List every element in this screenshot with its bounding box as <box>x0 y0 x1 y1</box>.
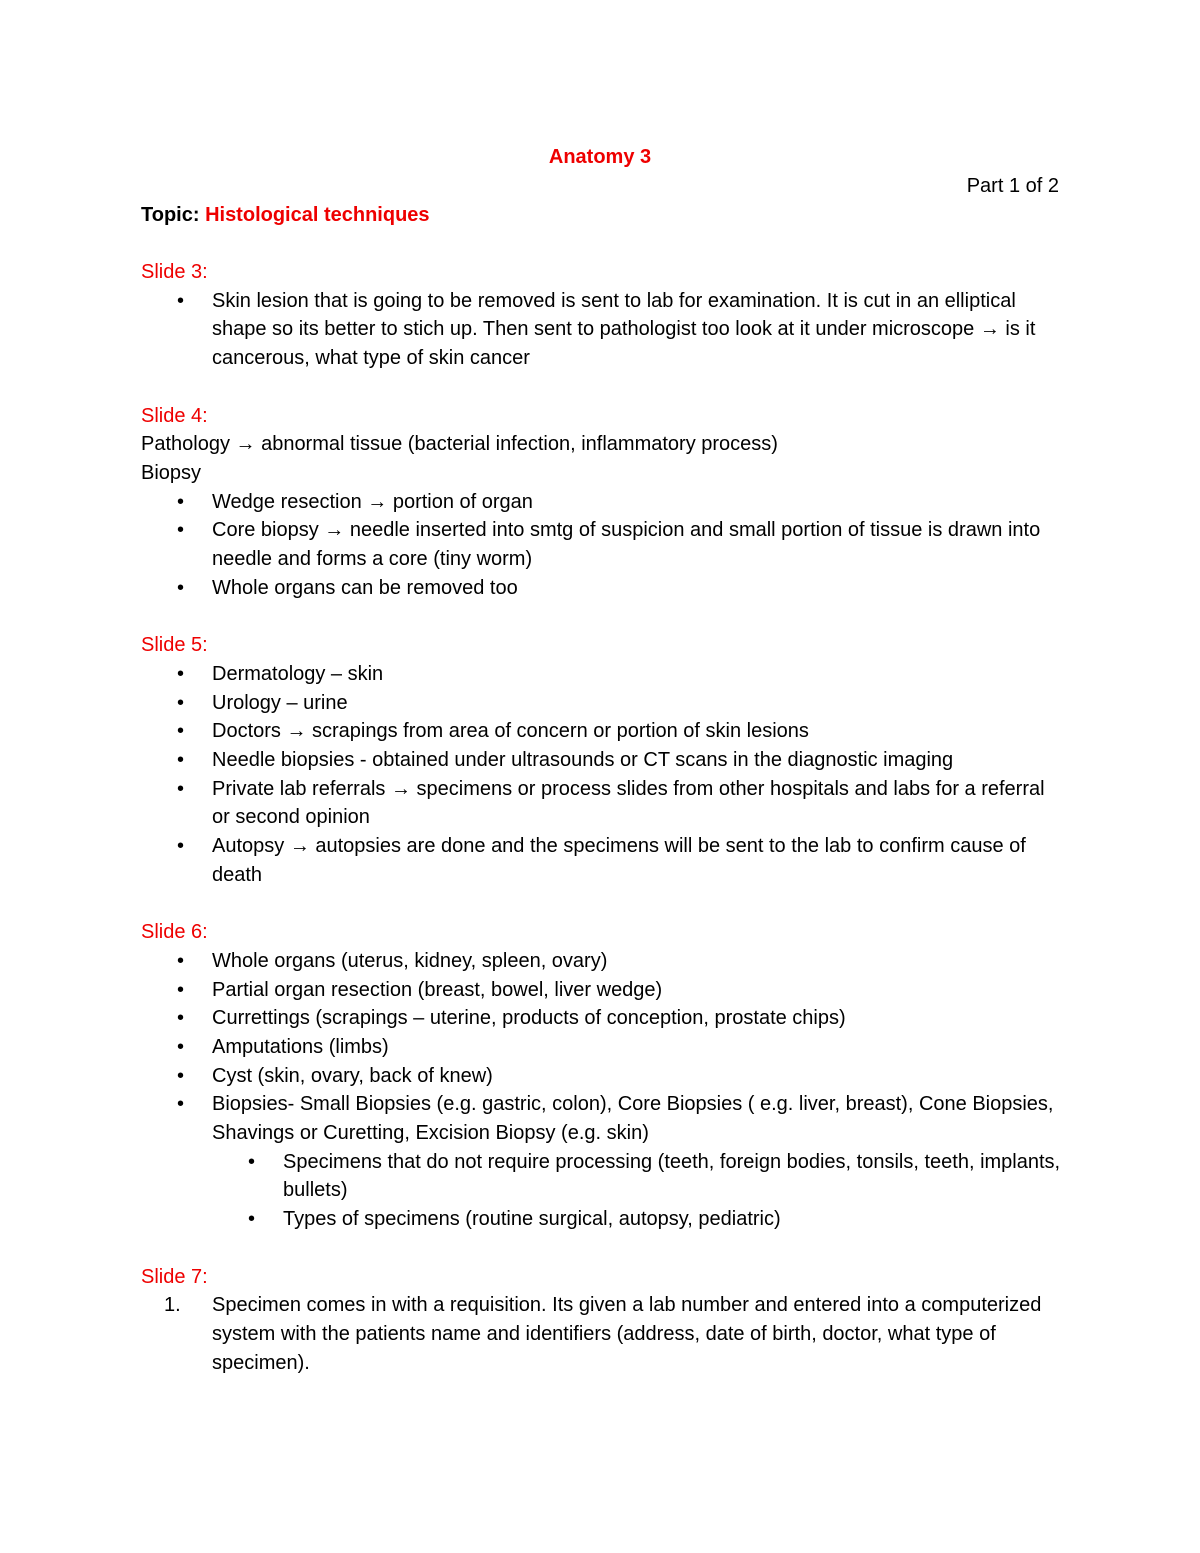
sub-list-item <box>141 1205 1061 1234</box>
bullet-icon: • <box>177 490 185 513</box>
list-item-text: Urology – urine <box>212 691 348 714</box>
list-item <box>141 832 1061 889</box>
list-item <box>141 1033 1061 1062</box>
bullet-icon: • <box>177 1064 185 1087</box>
bullet-icon: • <box>177 835 185 858</box>
biopsy-line: Biopsy <box>141 461 202 484</box>
bullet-icon: • <box>177 978 185 1001</box>
list-item-text: Needle biopsies - obtained under ultrasounds or CT scans in the diagnostic imaging <box>212 748 954 771</box>
list-item-text: Dermatology – skin <box>212 662 384 685</box>
list-item <box>141 287 1061 373</box>
list-item <box>141 574 1061 603</box>
list-item-text: Autopsy → autopsies are done and the specimens will be sent to the lab to confirm cause of death <box>212 835 1026 886</box>
slide-3-heading: Slide 3: <box>141 261 208 283</box>
list-item <box>141 1062 1061 1091</box>
list-item <box>141 775 1061 832</box>
list-item <box>141 947 1061 976</box>
bullet-icon: • <box>248 1208 256 1231</box>
item-number: 1. <box>164 1294 181 1317</box>
bullet-icon: • <box>177 777 185 800</box>
bullet-icon: • <box>177 289 185 312</box>
list-item-text: Biopsies- Small Biopsies (e.g. gastric, colon), Core Biopsies ( e.g. liver, breast), Cone Biopsies, Shavings or Curetting, Excision Biopsy (e.g. skin) <box>212 1093 1054 1145</box>
list-item-text: Whole organs (uterus, kidney, spleen, ovary) <box>212 949 608 972</box>
pathology-line: Pathology → abnormal tissue (bacterial infection, inflammatory process) <box>141 433 778 456</box>
document-body <box>141 258 1061 1377</box>
bullet-icon: • <box>177 576 185 599</box>
part-indicator: Part 1 of 2 <box>966 175 1059 197</box>
topic-line <box>141 201 430 229</box>
list-item-text: Private lab referrals → specimens or process slides from other hospitals and labs for a referral or second opinion <box>212 777 1045 829</box>
list-item <box>141 488 1061 517</box>
bullet-icon: • <box>177 519 185 542</box>
slide-4-heading: Slide 4: <box>141 404 208 427</box>
list-item-text: Core biopsy → needle inserted into smtg of suspicion and small portion of tissue is drawn into needle and forms a core (tiny worm) <box>212 519 1041 571</box>
list-item <box>141 976 1061 1005</box>
list-item-text: Currettings (scrapings – uterine, products of conception, prostate chips) <box>212 1007 846 1030</box>
list-item-text: Whole organs can be removed too <box>212 576 518 599</box>
sub-list-item-text: Types of specimens (routine surgical, autopsy, pediatric) <box>283 1208 781 1231</box>
list-item <box>141 660 1061 689</box>
bullet-icon: • <box>177 720 185 743</box>
list-item <box>141 1004 1061 1033</box>
numbered-item-text: Specimen comes in with a requisition. Its given a lab number and entered into a computerized system with the patients name and identifiers (address, date of birth, doctor, what type of specimen). <box>212 1294 1042 1374</box>
list-item <box>141 516 1061 573</box>
list-item-text: Amputations (limbs) <box>212 1035 389 1058</box>
bullet-icon: • <box>177 949 185 972</box>
list-item <box>141 746 1061 775</box>
list-item <box>141 689 1061 718</box>
bullet-icon: • <box>177 1007 185 1030</box>
bullet-icon: • <box>177 748 185 771</box>
sub-list-item <box>141 1148 1061 1205</box>
list-item-text: Cyst (skin, ovary, back of knew) <box>212 1064 493 1087</box>
list-item <box>141 717 1061 746</box>
bullet-icon: • <box>177 691 185 714</box>
bullet-icon: • <box>248 1150 256 1173</box>
bullet-icon: • <box>177 1035 185 1058</box>
bullet-icon: • <box>177 662 185 685</box>
bullet-icon: • <box>177 1093 185 1116</box>
document-title: Anatomy 3 <box>548 146 652 168</box>
list-item-text: Wedge resection → portion of organ <box>212 490 533 513</box>
topic-value: Histological techniques <box>205 204 430 226</box>
slide-6-heading: Slide 6: <box>141 921 208 944</box>
numbered-item <box>141 1291 1061 1377</box>
list-item-text: Skin lesion that is going to be removed is sent to lab for examination. It is cut in an elliptical shape so its better to stich up. Then sent to pathologist too look at it under microscope → is it cancerous, what type of skin cancer <box>212 289 1036 370</box>
slide-7-heading: Slide 7: <box>141 1265 208 1288</box>
sub-list-item-text: Specimens that do not require processing (teeth, foreign bodies, tonsils, teeth, implants, bullets) <box>283 1150 1061 1202</box>
list-item-text: Partial organ resection (breast, bowel, liver wedge) <box>212 978 663 1001</box>
list-item <box>141 1090 1061 1147</box>
slide-5-heading: Slide 5: <box>141 634 208 657</box>
topic-label: Topic: <box>141 204 206 226</box>
list-item-text: Doctors → scrapings from area of concern or portion of skin lesions <box>212 720 809 743</box>
